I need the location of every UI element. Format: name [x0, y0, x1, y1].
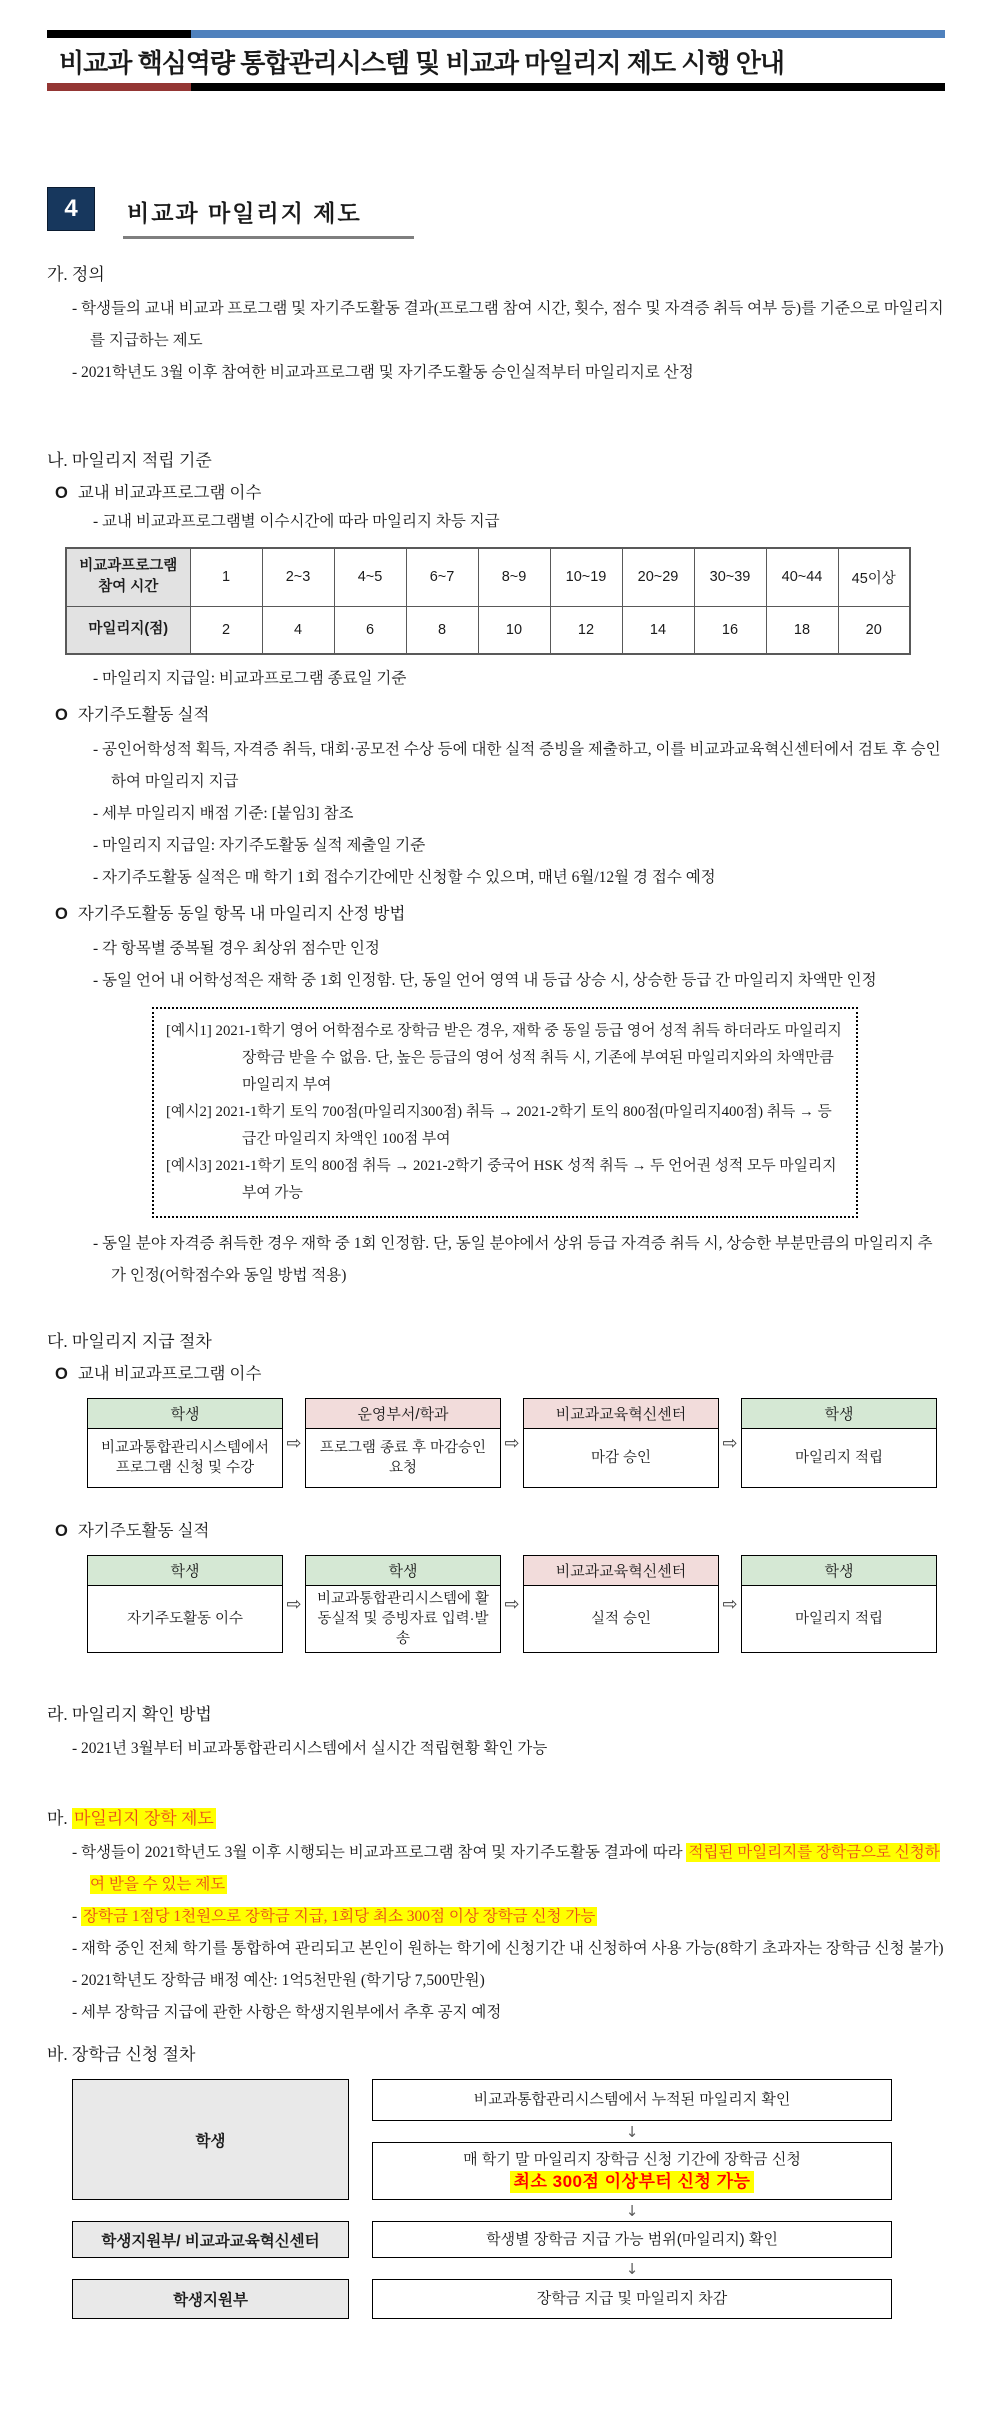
flow-action: 마감 승인 — [590, 1450, 652, 1466]
da-item-program-completion-label: 교내 비교과프로그램 이수 — [77, 1364, 262, 1383]
ma-bullet-4: - 2021학년도 장학금 배정 예산: 1억5천만원 (학기당 7,500만원) — [72, 1972, 485, 1989]
heading-na-criteria: 나. 마일리지 적립 기준 — [47, 451, 212, 470]
ma-bullet-1-highlight: 적립된 마일리지를 장학금으로 신청하여 받을 수 있는 제도 — [90, 1844, 940, 1893]
top-bar-blue-segment — [191, 30, 945, 38]
bottom-bar-black-segment — [191, 83, 945, 91]
flow-role: 비교과교육혁신센터 — [524, 1399, 718, 1429]
flow-box-student-complete — [87, 1555, 283, 1653]
na-self-bullet-1: - 공인어학성적 획득, 자격증 취득, 대회·공모전 수상 등에 대한 실적 증빙을 제출하고, 이를 비교과교육혁신센터에서 검토 후 승인하여 마일리지 지급 — [93, 741, 941, 790]
points-cell: 12 — [550, 606, 622, 654]
na-self-bullet-4: - 자기주도활동 실적은 매 학기 1회 접수기간에만 신청할 수 있으며, 매년 6월/12월 경 접수 예정 — [93, 869, 716, 886]
step-pay-and-deduct: 장학금 지급 및 마일리지 차감 — [372, 2279, 892, 2319]
ma-bullet-5: - 세부 장학금 지급에 관한 사항은 학생지원부에서 추후 공지 예정 — [72, 2004, 502, 2021]
right-arrow-icon: ⇨ — [504, 1432, 520, 1454]
ma-bullet-1 — [72, 1837, 945, 1901]
hours-cell: 1 — [190, 548, 262, 606]
self-directed-mileage-flow-diagram — [87, 1555, 937, 1653]
mileage-table — [65, 547, 911, 655]
hours-header-line1: 비교과프로그램 — [79, 558, 178, 575]
mileage-table-hours-header — [66, 548, 190, 606]
ra-bullet-1: - 2021년 3월부터 비교과통합관리시스템에서 실시간 적립현황 확인 가능 — [72, 1740, 548, 1757]
points-cell: 14 — [622, 606, 694, 654]
flow-action: 비교과통합관리시스템에 활동실적 및 증빙자료 입력·발송 — [316, 1591, 490, 1647]
right-arrow-icon: ⇨ — [504, 1593, 520, 1615]
heading-ga-definition: 가. 정의 — [47, 265, 105, 284]
na-same-bullet-2: - 동일 언어 내 어학성적은 재학 중 1회 인정함. 단, 동일 언어 영역 내 등급 상승 시, 상승한 등급 간 마일리지 차액만 인정 — [93, 972, 877, 989]
na-item-self-directed-label: 자기주도활동 실적 — [77, 705, 210, 724]
right-arrow-icon: ⇨ — [286, 1432, 302, 1454]
step-verify-range: 학생별 장학금 지급 가능 범위(마일리지) 확인 — [372, 2221, 892, 2258]
right-arrow-icon: ⇨ — [722, 1432, 738, 1454]
na-item-same-category — [55, 901, 945, 927]
section-number-badge: 4 — [47, 187, 95, 231]
flow-role: 학생 — [742, 1556, 936, 1586]
actor-box-support: 학생지원부 — [72, 2279, 349, 2319]
down-arrow-icon: ↓ — [625, 2259, 639, 2278]
section-title: 비교과 마일리지 제도 — [123, 187, 414, 239]
example-1: [예시1] 2021-1학기 영어 어학점수로 장학금 받은 경우, 재학 중 동일 등급 영어 성적 취득 하더라도 마일리지 장학금 받을 수 없음. 단, 높은 등급의 영어 성적 취득 시, 기존에 부여된 마일리지와의 차액만큼 마일리지 부여 — [166, 1023, 842, 1093]
actor-box-student: 학생 — [72, 2079, 349, 2200]
circle-marker-icon: O — [55, 905, 68, 923]
flow-box-center-approve-record — [523, 1555, 719, 1653]
flow-box-center-approve — [523, 1398, 719, 1488]
na-program-bullet-2: - 마일리지 지급일: 비교과프로그램 종료일 기준 — [93, 670, 407, 687]
examples-box — [152, 1007, 858, 1218]
right-arrow-icon: ⇨ — [722, 1593, 738, 1615]
flow-role: 운영부서/학과 — [306, 1399, 500, 1429]
flow-box-student-earn2 — [741, 1555, 937, 1653]
flow-role: 학생 — [742, 1399, 936, 1429]
ma-bullet-2 — [72, 1901, 945, 1933]
hours-cell: 6~7 — [406, 548, 478, 606]
na-self-bullet-3: - 마일리지 지급일: 자기주도활동 실적 제출일 기준 — [93, 837, 426, 854]
flow-action: 자기주도활동 이수 — [126, 1611, 244, 1627]
da-item-self-directed-label: 자기주도활동 실적 — [77, 1521, 210, 1540]
step-apply-scholarship — [372, 2142, 892, 2200]
circle-marker-icon: O — [55, 1365, 68, 1383]
hours-cell: 4~5 — [334, 548, 406, 606]
flow-role: 학생 — [88, 1399, 282, 1429]
points-cell: 20 — [838, 606, 910, 654]
right-arrow-icon: ⇨ — [286, 1593, 302, 1615]
example-3: [예시3] 2021-1학기 토익 800점 취득 → 2021-2학기 중국어 HSK 성적 취득 → 두 언어권 성적 모두 마일리지 부여 가능 — [166, 1158, 837, 1201]
step-apply-line1: 매 학기 말 마일리지 장학금 신청 기간에 장학금 신청 — [463, 2151, 801, 2168]
flow-box-student-submit — [305, 1555, 501, 1653]
application-actors-column — [72, 2079, 349, 2319]
da-item-program-completion — [55, 1361, 945, 1387]
ma-heading-prefix: 마. — [47, 1809, 72, 1828]
down-arrow-icon: ↓ — [625, 2122, 639, 2141]
ma-bullet-2-prefix: - — [72, 1908, 82, 1925]
example-2: [예시2] 2021-1학기 토익 700점(마일리지300점) 취득 → 2021-2학기 토익 800점(마일리지400점) 취득 → 등급간 마일리지 차액인 100점 부여 — [166, 1104, 832, 1147]
hours-cell: 45이상 — [838, 548, 910, 606]
document-title: 비교과 핵심역량 통합관리시스템 및 비교과 마일리지 제도 시행 안내 — [59, 48, 785, 78]
points-cell: 8 — [406, 606, 478, 654]
scholarship-application-diagram — [72, 2079, 945, 2319]
mileage-table-hours-row — [66, 548, 910, 606]
mileage-table-points-header: 마일리지(점) — [66, 606, 190, 654]
points-cell: 18 — [766, 606, 838, 654]
points-cell: 4 — [262, 606, 334, 654]
application-steps-column — [372, 2079, 892, 2319]
heading-ra-check-method: 라. 마일리지 확인 방법 — [47, 1705, 212, 1724]
top-bar-black-segment — [47, 30, 191, 38]
ma-bullet-2-highlight: 장학금 1점당 1천원으로 장학금 지급, 1회당 최소 300점 이상 장학금 신청 가능 — [83, 1908, 596, 1925]
points-cell: 2 — [190, 606, 262, 654]
hours-cell: 30~39 — [694, 548, 766, 606]
flow-role: 학생 — [88, 1556, 282, 1586]
circle-marker-icon: O — [55, 706, 68, 724]
flow-box-student-earn — [741, 1398, 937, 1488]
flow-action: 실적 승인 — [590, 1611, 652, 1627]
na-item-program-completion-label: 교내 비교과프로그램 이수 — [77, 483, 262, 502]
hours-cell: 40~44 — [766, 548, 838, 606]
na-item-same-category-label: 자기주도활동 동일 항목 내 마일리지 산정 방법 — [77, 904, 406, 923]
bottom-bar-red-segment — [47, 83, 191, 91]
flow-action: 마일리지 적립 — [794, 1450, 884, 1466]
hours-cell: 10~19 — [550, 548, 622, 606]
ga-bullet-1: - 학생들의 교내 비교과 프로그램 및 자기주도활동 결과(프로그램 참여 시간, 횟수, 점수 및 자격증 취득 여부 등)를 기준으로 마일리지를 지급하는 제도 — [72, 300, 944, 349]
na-same-bullet-3: - 동일 분야 자격증 취득한 경우 재학 중 1회 인정함. 단, 동일 분야에서 상위 등급 자격증 취득 시, 상승한 부분만큼의 마일리지 추가 인정(어학점수와 동일 방법 적용) — [93, 1235, 933, 1284]
circle-marker-icon: O — [55, 1522, 68, 1540]
step-apply-minimum-points-highlight: 최소 300점 이상부터 신청 가능 — [510, 2171, 755, 2193]
section-heading — [47, 187, 945, 239]
heading-da-procedure: 다. 마일리지 지급 절차 — [47, 1332, 212, 1351]
da-item-self-directed — [55, 1518, 945, 1544]
flow-action: 비교과통합관리시스템에서 프로그램 신청 및 수강 — [100, 1440, 270, 1476]
ma-bullet-3: - 재학 중인 전체 학기를 통합하여 관리되고 본인이 원하는 학기에 신청기간 내 신청하여 사용 가능(8학기 초과자는 장학금 신청 불가) — [72, 1940, 944, 1957]
flow-role: 학생 — [306, 1556, 500, 1586]
actor-box-support-and-center: 학생지원부/ 비교과교육혁신센터 — [72, 2221, 349, 2258]
mileage-table-points-row — [66, 606, 910, 654]
step-check-accumulated-mileage: 비교과통합관리시스템에서 누적된 마일리지 확인 — [372, 2079, 892, 2121]
na-item-program-completion — [55, 480, 945, 506]
hours-header-line2: 참여 시간 — [98, 579, 159, 596]
points-cell: 16 — [694, 606, 766, 654]
header-top-bar — [47, 30, 945, 38]
na-same-bullet-1: - 각 항목별 중복될 경우 최상위 점수만 인정 — [93, 940, 380, 957]
down-arrow-icon: ↓ — [625, 2201, 639, 2220]
ma-heading-highlight: 마일리지 장학 제도 — [73, 1809, 214, 1828]
na-self-bullet-2: - 세부 마일리지 배점 기준: [붙임3] 참조 — [93, 805, 354, 822]
program-mileage-flow-diagram — [87, 1398, 937, 1488]
points-cell: 6 — [334, 606, 406, 654]
flow-role: 비교과교육혁신센터 — [524, 1556, 718, 1586]
points-cell: 10 — [478, 606, 550, 654]
heading-ba-application: 바. 장학금 신청 절차 — [47, 2045, 196, 2064]
flow-box-department-request — [305, 1398, 501, 1488]
flow-box-student-apply — [87, 1398, 283, 1488]
heading-ma-scholarship — [47, 1807, 945, 1831]
ma-bullet-1-prefix: - 학생들이 2021학년도 3월 이후 시행되는 비교과프로그램 참여 및 자기주도활동 결과에 따라 — [72, 1844, 687, 1861]
flow-action: 프로그램 종료 후 마감승인 요청 — [319, 1440, 487, 1476]
na-item-self-directed — [55, 702, 945, 728]
flow-action: 마일리지 적립 — [794, 1611, 884, 1627]
na-program-bullet-1: - 교내 비교과프로그램별 이수시간에 따라 마일리지 차등 지급 — [93, 513, 500, 530]
header-bottom-bar — [47, 83, 945, 91]
ga-bullet-2: - 2021학년도 3월 이후 참여한 비교과프로그램 및 자기주도활동 승인실적부터 마일리지로 산정 — [72, 364, 694, 381]
circle-marker-icon: O — [55, 484, 68, 502]
hours-cell: 8~9 — [478, 548, 550, 606]
hours-cell: 20~29 — [622, 548, 694, 606]
hours-cell: 2~3 — [262, 548, 334, 606]
